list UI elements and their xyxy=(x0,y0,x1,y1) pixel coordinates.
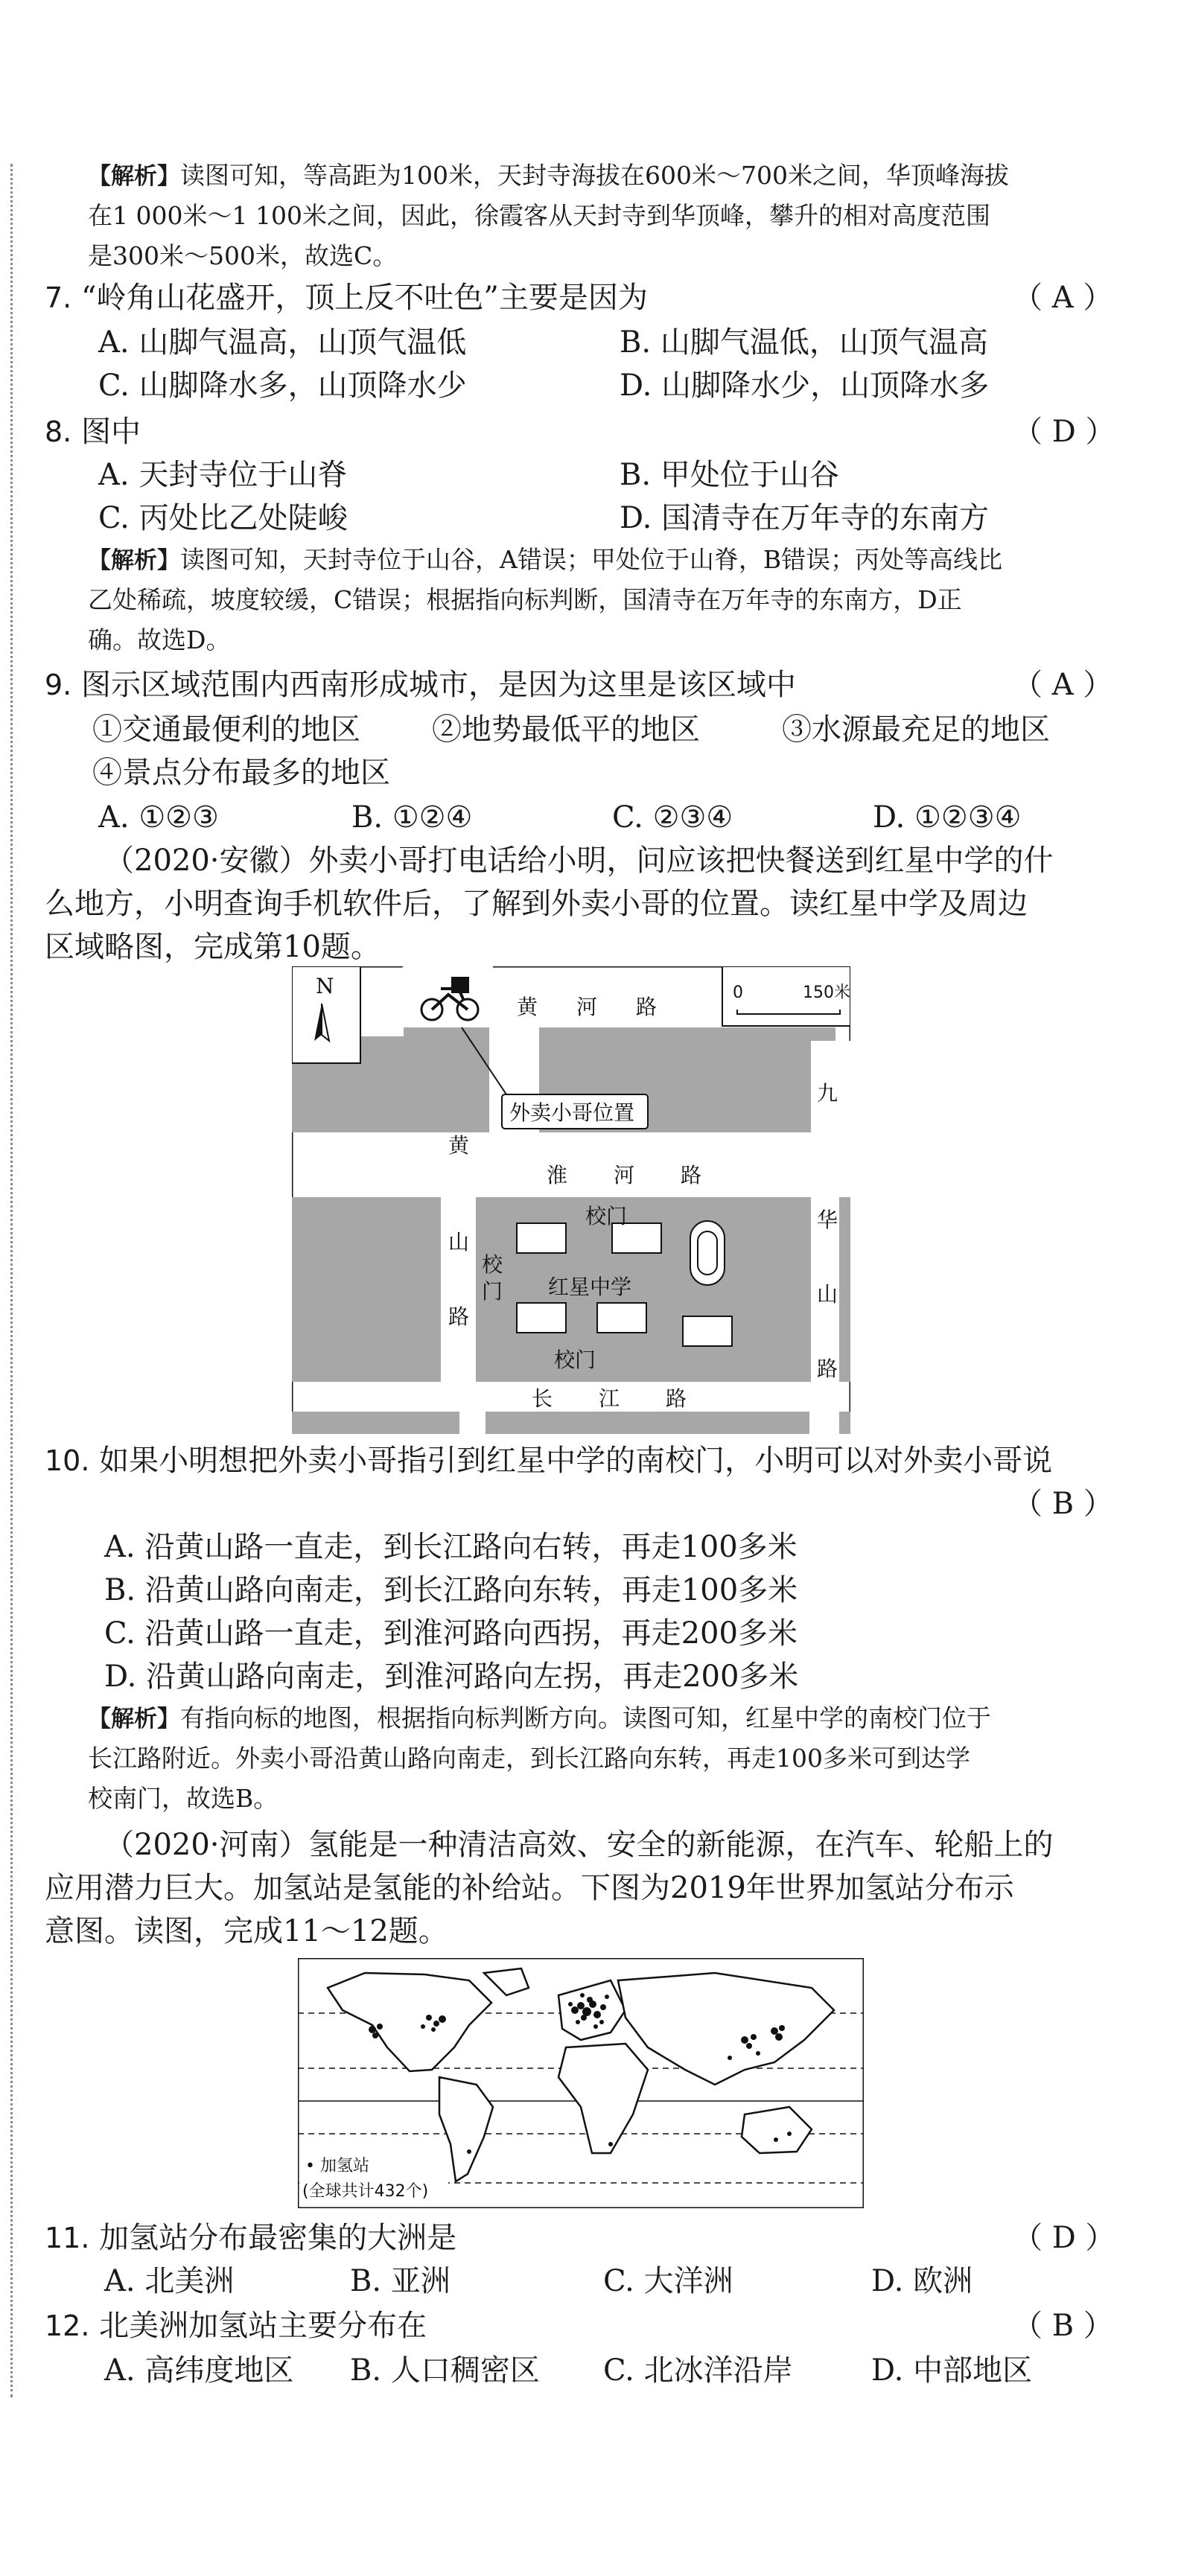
intro11-line-3: 意图。读图，完成11～12题。 xyxy=(45,1914,448,1948)
q11-option-a: A. 北美洲 xyxy=(104,2264,235,2298)
q9-number: 9. xyxy=(45,669,72,701)
q9-option-a: A. ①②③ xyxy=(98,800,219,835)
q8-option-c: C. 丙处比乙处陡峻 xyxy=(98,501,348,535)
school-name-label: 红星中学 xyxy=(548,1275,632,1299)
road-huanghe-3: 路 xyxy=(636,995,658,1019)
q11-answer: （ D ） xyxy=(1013,2221,1115,2255)
q7-stem-line xyxy=(45,277,648,319)
q7-option-d: D. 山脚降水少，山顶降水多 xyxy=(620,369,990,403)
road-changjiang-1: 长 xyxy=(532,1386,553,1411)
scale-text: 150米 xyxy=(803,983,850,1002)
q7-stem: “岭角山花盛开，顶上反不吐色”主要是因为 xyxy=(80,281,648,315)
q12-option-d: D. 中部地区 xyxy=(871,2353,1033,2388)
analysis-tag: 【解析】 xyxy=(88,547,180,574)
intro10-line-2: 么地方，小明查询手机软件后，了解到外卖小哥的位置。读红星中学及周边 xyxy=(45,887,1028,921)
q10-option-a: A. 沿黄山路一直走，到长江路向右转，再走100多米 xyxy=(104,1530,798,1564)
intro10-line-1: （2020·安徽）外卖小哥打电话给小明，问应该把快餐送到红星中学的什 xyxy=(104,844,1054,878)
q6-analysis-line-2: 在1 000米～1 100米之间，因此，徐霞客从天封寺到华顶峰，攀升的相对高度范围 xyxy=(88,201,990,230)
school-area-map xyxy=(292,966,850,1434)
north-label: N xyxy=(316,974,334,998)
road-changjiang-2: 江 xyxy=(599,1386,620,1411)
q10-analysis-line-2: 长江路附近。外卖小哥沿黄山路向南走，到长江路向东转，再走100多米可到达学 xyxy=(88,1744,970,1773)
margin-dotted-rule xyxy=(10,164,13,2397)
road-jiuhua-1: 九 xyxy=(817,1081,838,1106)
q8-option-d: D. 国清寺在万年寺的东南方 xyxy=(620,501,990,535)
q12-option-b: B. 人口稠密区 xyxy=(350,2353,540,2388)
analysis-text: 有指向标的地图，根据指向标判断方向。读图可知，红星中学的南校门位于 xyxy=(180,1703,991,1732)
q11-stem-line xyxy=(45,2217,456,2259)
q9-item-1: ①交通最便利的地区 xyxy=(92,712,360,747)
sports-track xyxy=(690,1221,725,1285)
q8-option-a: A. 天封寺位于山脊 xyxy=(98,458,348,492)
q10-stem-line xyxy=(45,1440,1052,1482)
road-huaihe-2: 河 xyxy=(614,1163,635,1187)
gate-south-label: 校门 xyxy=(554,1348,596,1372)
legend-total-label: (全球共计432个) xyxy=(302,2182,429,2201)
q12-option-c: C. 北冰洋沿岸 xyxy=(603,2353,793,2388)
q12-stem-line xyxy=(45,2305,427,2347)
analysis-tag: 【解析】 xyxy=(88,1706,180,1732)
q10-option-b: B. 沿黄山路向南走，到长江路向东转，再走100多米 xyxy=(104,1573,798,1607)
q12-number: 12. xyxy=(45,2309,90,2342)
q9-option-c: C. ②③④ xyxy=(612,800,733,835)
block-southwest xyxy=(292,1197,441,1382)
q9-item-4: ④景点分布最多的地区 xyxy=(92,756,390,790)
q12-answer: （ B ） xyxy=(1013,2309,1113,2343)
q7-answer: （ A ） xyxy=(1013,281,1113,315)
road-changjiang-3: 路 xyxy=(666,1386,687,1411)
q7-option-a: A. 山脚气温高，山顶气温低 xyxy=(98,325,467,360)
q11-stem: 加氢站分布最密集的大洲是 xyxy=(99,2221,457,2255)
q10-analysis-line-3: 校南门，故选B。 xyxy=(88,1784,278,1813)
q7-option-c: C. 山脚降水多，山顶降水少 xyxy=(98,369,467,403)
scale-zero: 0 xyxy=(733,983,743,1002)
q11-option-d: D. 欧洲 xyxy=(871,2264,973,2298)
road-huaihe-3: 路 xyxy=(681,1163,702,1187)
rider-location-label: 外卖小哥位置 xyxy=(509,1100,635,1125)
q11-number: 11. xyxy=(45,2222,90,2254)
q9-option-d: D. ①②③④ xyxy=(873,800,1022,835)
road-huanghe-1: 黄 xyxy=(517,995,538,1019)
gate-west-label-1: 校 xyxy=(482,1252,503,1277)
road-jiuhua-3: 山 xyxy=(817,1282,838,1307)
intro11-line-1: （2020·河南）氢能是一种清洁高效、安全的新能源，在汽车、轮船上的 xyxy=(104,1828,1054,1862)
q9-item-2: ②地势最低平的地区 xyxy=(432,712,700,747)
q10-answer: （ B ） xyxy=(1013,1487,1113,1521)
q9-stem: 图示区域范围内西南形成城市，是因为这里是该区域中 xyxy=(80,668,796,702)
q9-stem-line xyxy=(45,664,796,706)
q6-analysis-line-3: 是300米～500米，故选C。 xyxy=(88,241,398,270)
q8-number: 8. xyxy=(45,415,72,448)
q11-option-c: C. 大洋洲 xyxy=(603,2264,733,2298)
road-huangshan-3: 路 xyxy=(448,1304,470,1329)
road-jiuhua-4: 路 xyxy=(817,1356,838,1381)
q10-option-c: C. 沿黄山路一直走，到淮河路向西拐，再走200多米 xyxy=(104,1616,798,1651)
road-huangshan-2: 山 xyxy=(448,1230,470,1254)
road-huanghe-2: 河 xyxy=(576,995,598,1019)
analysis-tag: 【解析】 xyxy=(88,163,180,190)
q12-stem: 北美洲加氢站主要分布在 xyxy=(99,2309,427,2343)
q8-analysis-line-3: 确。故选D。 xyxy=(88,625,231,654)
q10-analysis-line-1 xyxy=(88,1700,991,1737)
q6-analysis-line-1 xyxy=(88,158,1009,194)
q12-option-a: A. 高纬度地区 xyxy=(104,2353,294,2388)
q10-stem: 如果小明想把外卖小哥指引到红星中学的南校门，小明可以对外卖小哥说 xyxy=(99,1444,1053,1478)
q8-stem: 图中 xyxy=(80,415,141,449)
gate-north-label: 校门 xyxy=(585,1204,628,1228)
q8-analysis-line-1 xyxy=(88,542,1002,578)
analysis-text: 读图可知，天封寺位于山谷，A错误；甲处位于山脊，B错误；丙处等高线比 xyxy=(180,545,1003,574)
world-hydrogen-station-map xyxy=(298,1958,864,2208)
q9-item-3: ③水源最充足的地区 xyxy=(782,712,1050,747)
q8-analysis-line-2: 乙处稀疏，坡度较缓，C错误；根据指向标判断，国清寺在万年寺的东南方，D正 xyxy=(88,585,962,614)
analysis-text: 读图可知，等高距为100米，天封寺海拔在600米～700米之间，华顶峰海拔 xyxy=(180,161,1009,190)
q11-option-b: B. 亚洲 xyxy=(350,2264,451,2298)
intro11-line-2: 应用潜力巨大。加氢站是氢能的补给站。下图为2019年世界加氢站分布示 xyxy=(45,1871,1014,1905)
q9-option-b: B. ①②④ xyxy=(351,800,473,835)
legend-station-label: • 加氢站 xyxy=(305,2157,369,2175)
q8-stem-line xyxy=(45,411,141,453)
q10-number: 10. xyxy=(45,1444,90,1477)
road-jiuhua-2: 华 xyxy=(817,1208,838,1232)
intro10-line-3: 区域略图，完成第10题。 xyxy=(45,930,381,964)
q8-answer: （ D ） xyxy=(1013,415,1115,449)
gate-west-label-2: 门 xyxy=(482,1279,503,1304)
q7-option-b: B. 山脚气温低，山顶气温高 xyxy=(620,325,988,360)
q10-option-d: D. 沿黄山路向南走，到淮河路向左拐，再走200多米 xyxy=(104,1660,799,1694)
road-huaihe-1: 淮 xyxy=(547,1163,568,1187)
q9-answer: （ A ） xyxy=(1013,668,1113,702)
road-huangshan-1: 黄 xyxy=(448,1133,470,1158)
q8-option-b: B. 甲处位于山谷 xyxy=(620,458,839,492)
q7-number: 7. xyxy=(45,281,72,314)
